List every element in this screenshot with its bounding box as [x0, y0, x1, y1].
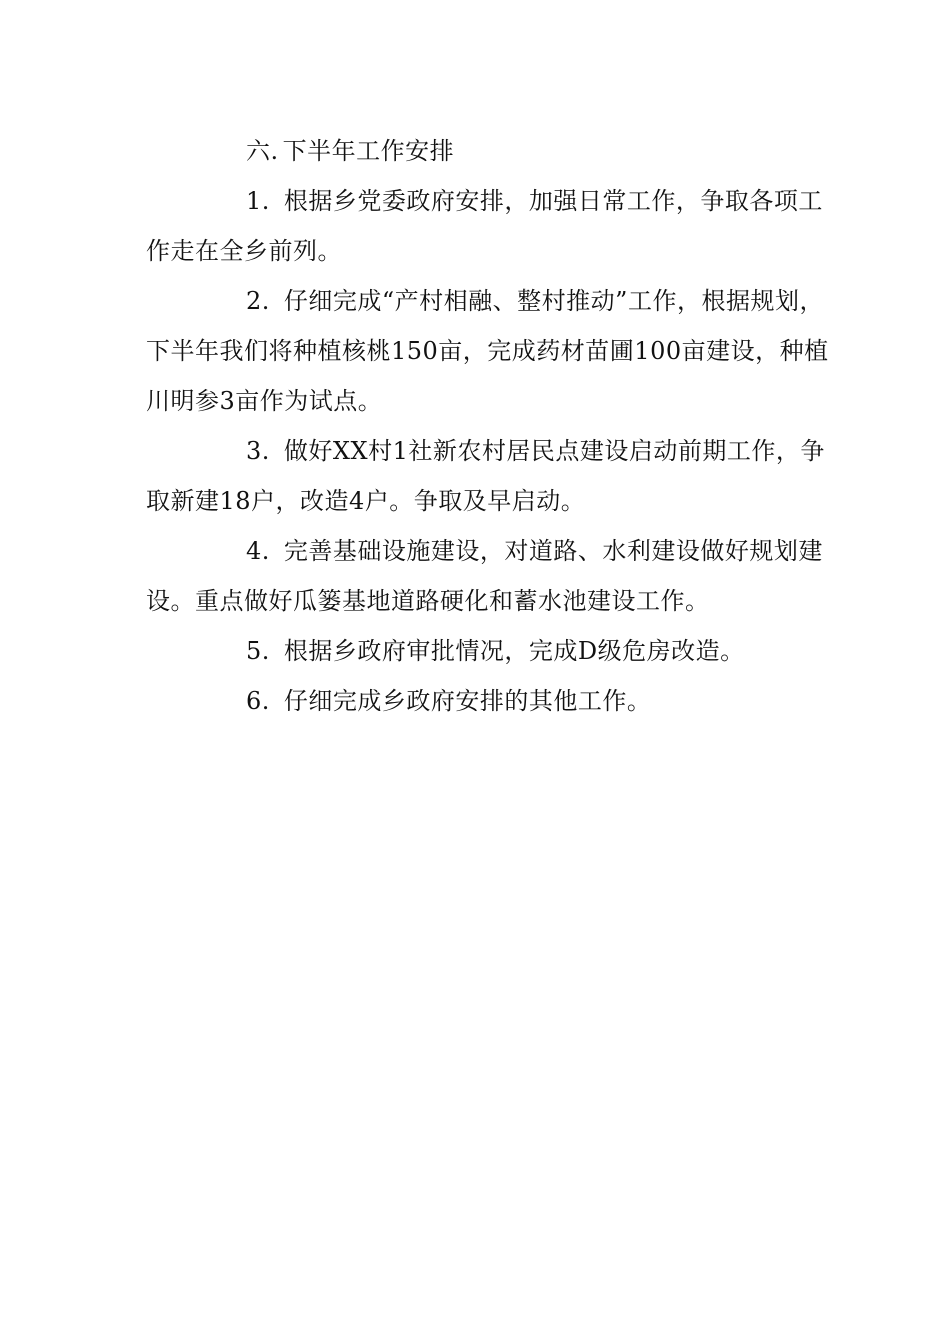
list-item-number: 2.: [246, 287, 270, 315]
list-item: [146, 626, 836, 676]
list-item-text: 根据乡党委政府安排，加强日常工作，争取各项工作走在全乡前列。: [146, 187, 823, 265]
list-item-number: 3.: [246, 437, 270, 465]
list-item-number: 1.: [246, 187, 270, 215]
list-item: [146, 676, 836, 726]
list-item-number: 4.: [246, 537, 270, 565]
list-item-number: 6.: [246, 687, 270, 715]
list-item-number: 5.: [246, 637, 270, 665]
list-item-text: 仔细完成“产村相融、整村推动”工作，根据规划，下半年我们将种植核桃150亩，完成药材苗圃100亩建设，种植川明参3亩作为试点。: [146, 287, 829, 415]
list-item-text: 根据乡政府审批情况，完成D级危房改造。: [283, 637, 745, 665]
list-item-text: 做好XX村1社新农村居民点建设启动前期工作，争取新建18户，改造4户。争取及早启动。: [146, 437, 825, 515]
list-item-text: 完善基础设施建设，对道路、水利建设做好规划建设。重点做好瓜篓基地道路硬化和蓄水池建设工作。: [146, 537, 823, 615]
list-item: [146, 426, 836, 526]
list-item: [146, 276, 836, 426]
list-item-text: 仔细完成乡政府安排的其他工作。: [283, 687, 652, 715]
section-heading-number: 六.: [246, 137, 279, 165]
document-body: [146, 126, 836, 726]
list-item: [146, 176, 836, 276]
section-heading-text: 下半年工作安排: [282, 137, 455, 165]
list-item: [146, 526, 836, 626]
section-heading: [146, 126, 836, 176]
